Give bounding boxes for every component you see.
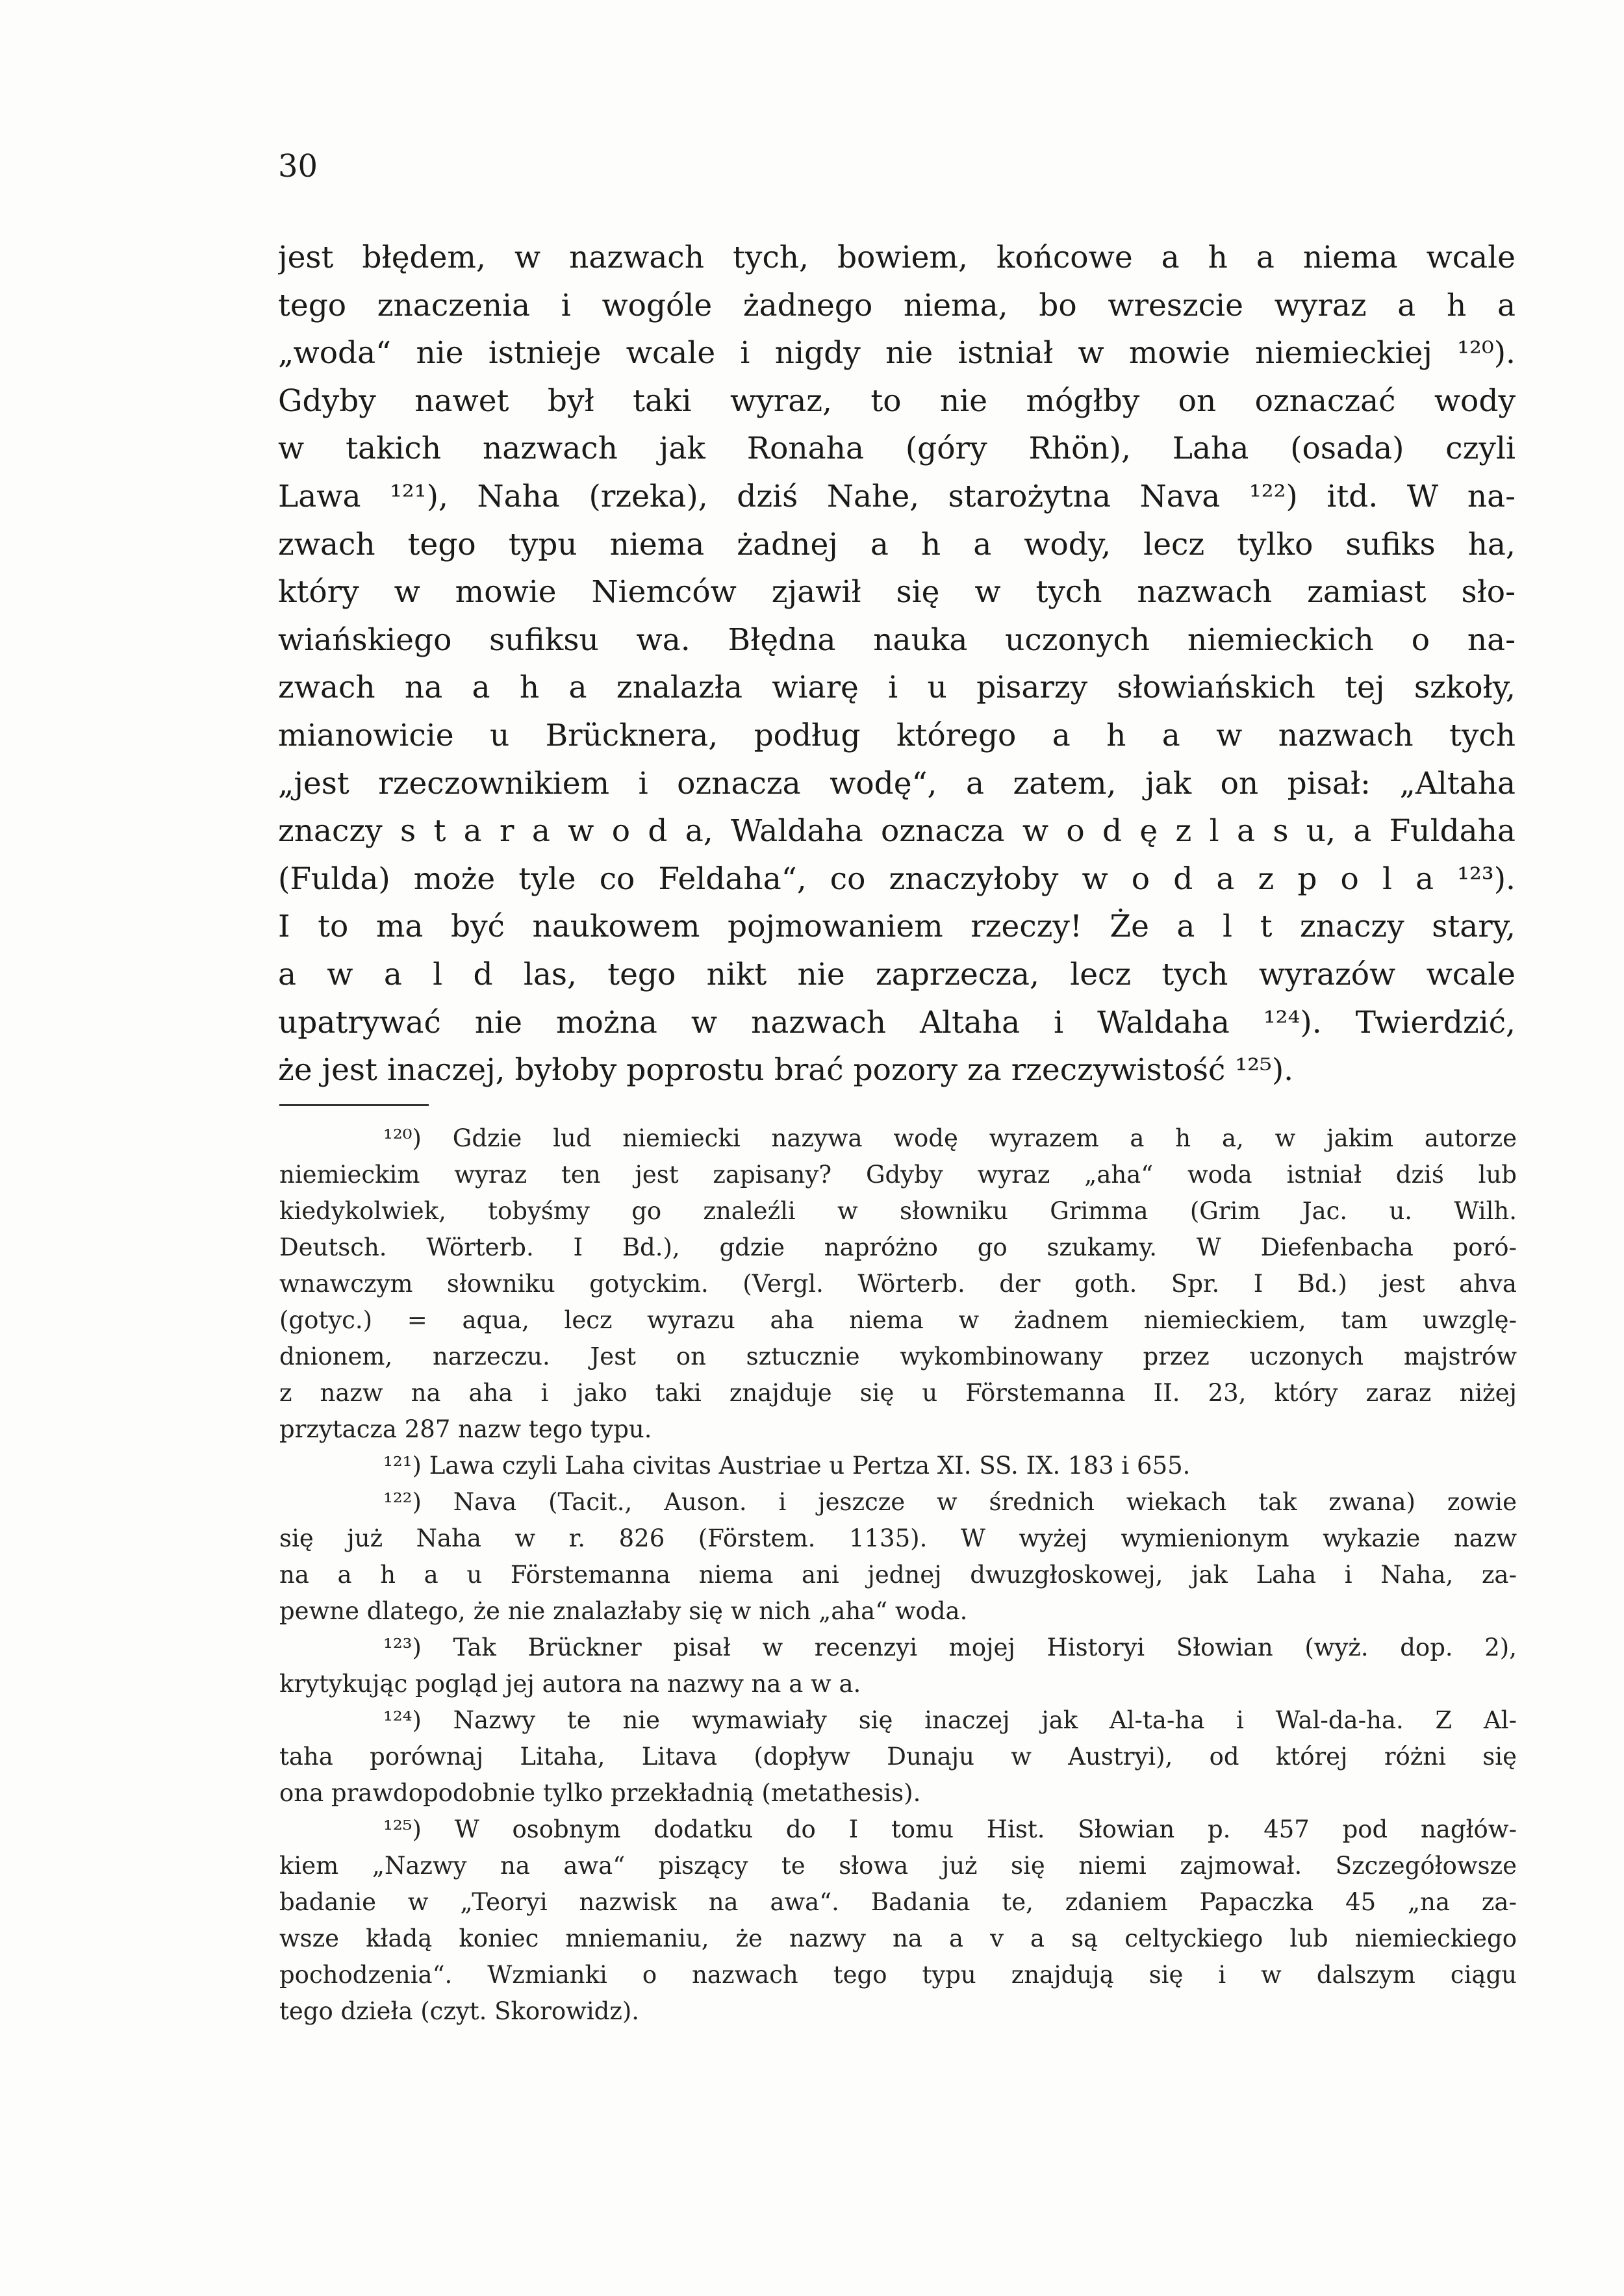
page-number: 30	[278, 148, 318, 184]
footnote-line: ona prawdopodobnie tylko przekładnią (metathesis).	[279, 1779, 921, 1807]
footnote-line: Deutsch. Wörterb. I Bd.), gdzie napróżno go szukamy. W Diefenbacha poró-	[279, 1233, 1517, 1261]
footnote-line: (gotyc.) = aqua, lecz wyrazu aha niema w żadnem niemieckiem, tam uwzglę-	[279, 1306, 1517, 1334]
footnote-line: taha porównaj Litaha, Litava (dopływ Dunaju w Austryi), od której różni się	[279, 1743, 1517, 1771]
footnote-line: ¹²²) Nava (Tacit., Auson. i jeszcze w średnich wiekach tak zwana) zowie	[383, 1488, 1517, 1516]
footnote-separator	[279, 1104, 429, 1106]
footnote-line: ¹²⁵) W osobnym dodatku do I tomu Hist. Słowian p. 457 pod nagłów-	[383, 1815, 1517, 1843]
body-line: wiańskiego sufiksu wa. Błędna nauka uczonych niemieckich o na-	[278, 622, 1516, 658]
footnote-line: wnawczym słowniku gotyckim. (Vergl. Wörterb. der goth. Spr. I Bd.) jest ahva	[279, 1270, 1517, 1298]
footnote-line: wsze kładą koniec mniemaniu, że nazwy na a v a są celtyckiego lub niemieckiego	[279, 1924, 1517, 1952]
body-line: Lawa ¹²¹), Naha (rzeka), dziś Nahe, starożytna Nava ¹²²) itd. W na-	[278, 478, 1516, 514]
body-line: a w a l d las, tego nikt nie zaprzecza, lecz tych wyrazów wcale	[278, 956, 1516, 992]
footnote-line: się już Naha w r. 826 (Förstem. 1135). W wyżej wymienionym wykazie nazw	[279, 1524, 1517, 1552]
footnote-line: niemieckim wyraz ten jest zapisany? Gdyby wyraz „aha“ woda istniał dziś lub	[279, 1161, 1517, 1189]
body-line: w takich nazwach jak Ronaha (góry Rhön), Laha (osada) czyli	[278, 431, 1516, 467]
footnote-line: ¹²⁰) Gdzie lud niemiecki nazywa wodę wyrazem a h a, w jakim autorze	[383, 1124, 1517, 1152]
body-line: mianowicie u Brücknera, podług którego a h a w nazwach tych	[278, 717, 1516, 753]
footnote-line: kiedykolwiek, tobyśmy go znaleźli w słowniku Grimma (Grim Jac. u. Wilh.	[279, 1197, 1517, 1225]
footnote-line: kiem „Nazwy na awa“ piszący te słowa już się niemi zajmował. Szczegółowsze	[279, 1852, 1517, 1880]
footnote-line: pewne dlatego, że nie znalazłaby się w nich „aha“ woda.	[279, 1597, 968, 1625]
footnote-line: ¹²¹) Lawa czyli Laha civitas Austriae u Pertza XI. SS. IX. 183 i 655.	[383, 1452, 1191, 1480]
footnote-line: z nazw na aha i jako taki znajduje się u Förstemanna II. 23, który zaraz niżej	[279, 1379, 1517, 1407]
body-line: Gdyby nawet był taki wyraz, to nie mógłby on oznaczać wody	[278, 383, 1516, 419]
body-line: I to ma być naukowem pojmowaniem rzeczy! Że a l t znaczy stary,	[278, 909, 1516, 945]
body-line: tego znaczenia i wogóle żadnego niema, bo wreszcie wyraz a h a	[278, 287, 1516, 323]
footnote-line: badanie w „Teoryi nazwisk na awa“. Badania te, zdaniem Papaczka 45 „na za-	[279, 1888, 1517, 1916]
footnotes	[279, 1120, 1517, 2030]
footnote-line: na a h a u Förstemanna niema ani jednej dwuzgłoskowej, jak Laha i Naha, za-	[279, 1561, 1517, 1589]
body-line: upatrywać nie można w nazwach Altaha i Waldaha ¹²⁴). Twierdzić,	[278, 1004, 1516, 1041]
footnote-line: ¹²⁴) Nazwy te nie wymawiały się inaczej jak Al-ta-ha i Wal-da-ha. Z Al-	[383, 1706, 1517, 1734]
main-text	[278, 234, 1516, 1094]
footnote-line: tego dzieła (czyt. Skorowidz).	[279, 1997, 640, 2025]
footnote-line: przytacza 287 nazw tego typu.	[279, 1415, 652, 1443]
body-line: znaczy s t a r a w o d a, Waldaha oznacza w o d ę z l a s u, a Fuldaha	[278, 813, 1516, 850]
body-line: że jest inaczej, byłoby poprostu brać pozory za rzeczywistość ¹²⁵).	[278, 1052, 1294, 1089]
body-line: „jest rzeczownikiem i oznacza wodę“, a zatem, jak on pisał: „Altaha	[278, 765, 1516, 801]
body-line: zwach tego typu niema żadnej a h a wody, lecz tylko sufiks ha,	[278, 526, 1516, 562]
footnote-line: krytykując pogląd jej autora na nazwy na a w a.	[279, 1670, 861, 1698]
body-line: „woda“ nie istnieje wcale i nigdy nie istniał w mowie niemieckiej ¹²⁰).	[278, 335, 1516, 372]
footnote-line: dnionem, narzeczu. Jest on sztucznie wykombinowany przez uczonych majstrów	[279, 1343, 1517, 1370]
footnote-line: ¹²³) Tak Brückner pisał w recenzyi mojej Historyi Słowian (wyż. dop. 2),	[383, 1634, 1517, 1661]
body-line: który w mowie Niemców zjawił się w tych nazwach zamiast sło-	[278, 574, 1516, 611]
body-line: jest błędem, w nazwach tych, bowiem, końcowe a h a niema wcale	[278, 240, 1516, 275]
body-line: (Fulda) może tyle co Feldaha“, co znaczyłoby w o d a z p o l a ¹²³).	[278, 861, 1516, 897]
body-line: zwach na a h a znalazła wiarę i u pisarzy słowiańskich tej szkoły,	[278, 670, 1516, 706]
footnote-line: pochodzenia“. Wzmianki o nazwach tego typu znajdują się i w dalszym ciągu	[279, 1961, 1517, 1989]
